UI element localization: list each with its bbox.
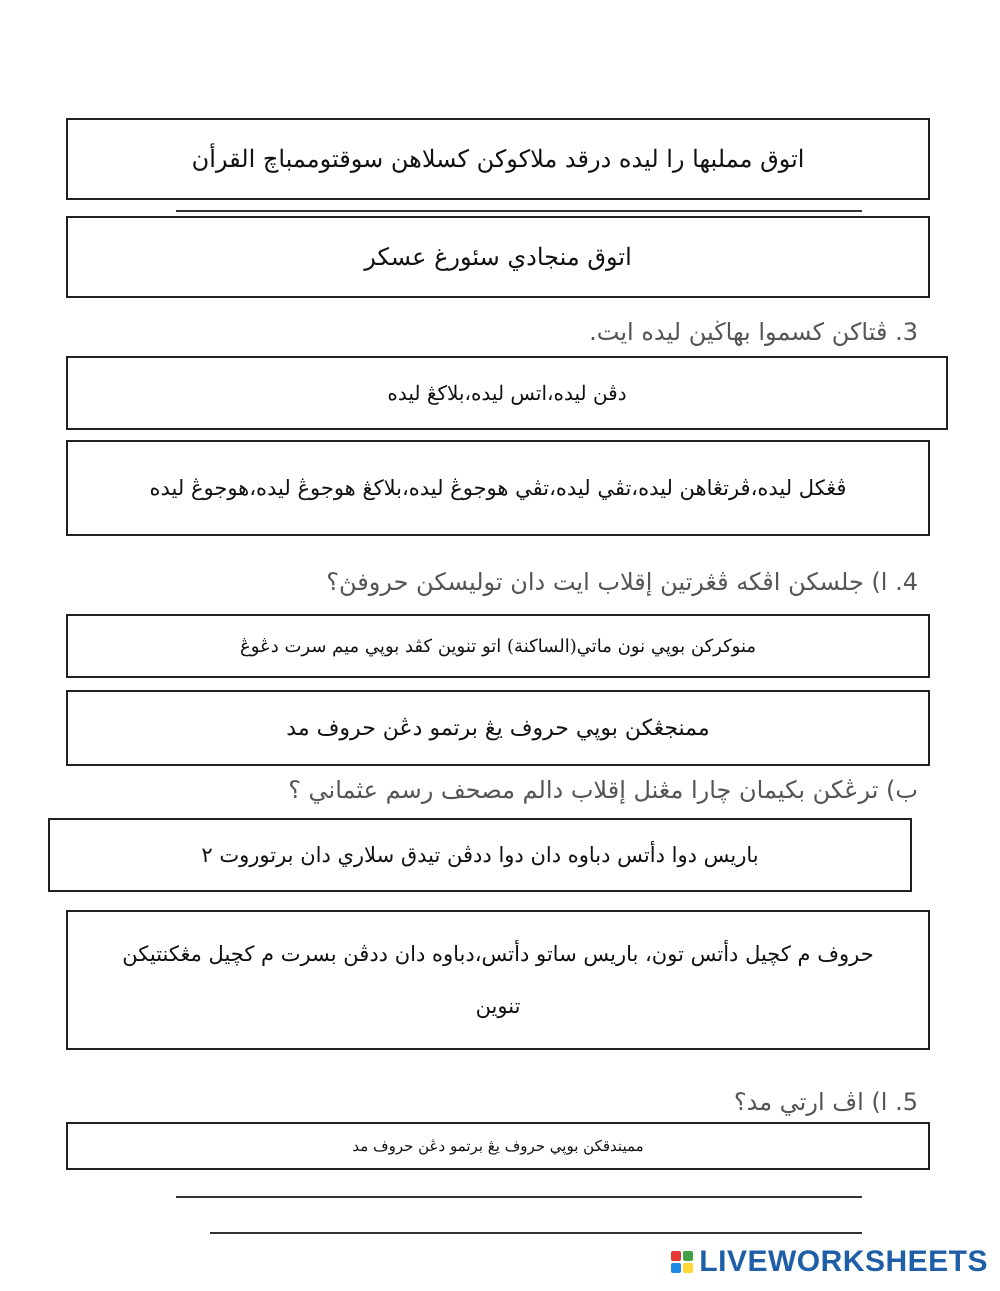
answer-text-8-line2: تنوين — [475, 994, 521, 1018]
answer-box-8[interactable] — [66, 910, 930, 1050]
divider-line-1 — [176, 210, 862, 212]
answer-text-8-line1: حروف م کچيل دأتس تون، باريس ساتو دأتس،دباوه دان ددڤن بسرت م کچيل مڠکنتيکن — [122, 942, 874, 966]
question-5-title: 5. ا) اڤ ارتي مد؟ — [733, 1088, 918, 1116]
answer-box-1[interactable] — [66, 118, 930, 200]
liveworksheets-logo — [671, 1245, 988, 1279]
answer-text-4: ڤڠکل ليده،ڤرتڠاهن ليده،تڤي ليده،تڤي هوجوڠ ليده،بلاکڠ هوجوڠ ليده،هوجوڠ ليده — [149, 476, 847, 500]
question-4b-title: ب) ترڠکن بکيمان چارا مڠنل إقلاب دالم مصحف رسم عثماني ؟ — [288, 776, 918, 804]
answer-box-5[interactable] — [66, 614, 930, 678]
question-3-title: 3. ڤتاکن کسموا بهاڬين ليده ايت. — [589, 318, 918, 346]
answer-box-6[interactable] — [66, 690, 930, 766]
divider-line-3 — [210, 1232, 862, 1234]
answer-text-6: ممنجڠکن بوڽي حروف يڠ برتمو دڠن حروف مد — [286, 715, 710, 741]
answer-text-5: منوکرکن بوڽي نون ماتي(الساكنة) اتو تنوين کڤد بوڽي ميم سرت دڠوڠ — [239, 635, 757, 657]
answer-box-3[interactable] — [66, 356, 948, 430]
answer-text-2: اتوق منجادي سئورغ عسكر — [364, 243, 632, 271]
logo-square-blue — [671, 1263, 681, 1273]
answer-box-4[interactable] — [66, 440, 930, 536]
liveworksheets-logo-text: LIVEWORKSHEETS — [699, 1245, 988, 1278]
logo-square-red — [671, 1251, 681, 1261]
answer-text-9: مميندقکن بوڽي حروف يڠ برتمو دڠن حروف مد — [352, 1137, 644, 1155]
logo-square-yellow — [683, 1263, 693, 1273]
question-4a-title: 4. ا) جلسکن اڤکه ڤڠرتين إقلاب ايت دان توليسکن حروفڽ؟ — [326, 568, 918, 596]
logo-square-green — [683, 1251, 693, 1261]
divider-line-2 — [176, 1196, 862, 1198]
answer-box-2[interactable] — [66, 216, 930, 298]
answer-text-3: دڤن ليده،اتس ليده،بلاکڠ ليده — [387, 381, 627, 405]
answer-box-9[interactable] — [66, 1122, 930, 1170]
answer-text-1: اتوق مملبها را ليده درقد ملاکوکن کسلاهن سوقتوممباچ القرأن — [191, 145, 805, 173]
answer-box-7[interactable] — [48, 818, 912, 892]
liveworksheets-logo-icon — [671, 1251, 693, 1273]
answer-text-7: باريس دوا دأتس دباوه دان دوا ددڤن تيدق سلاري دان برتوروت ٢ — [201, 843, 759, 867]
